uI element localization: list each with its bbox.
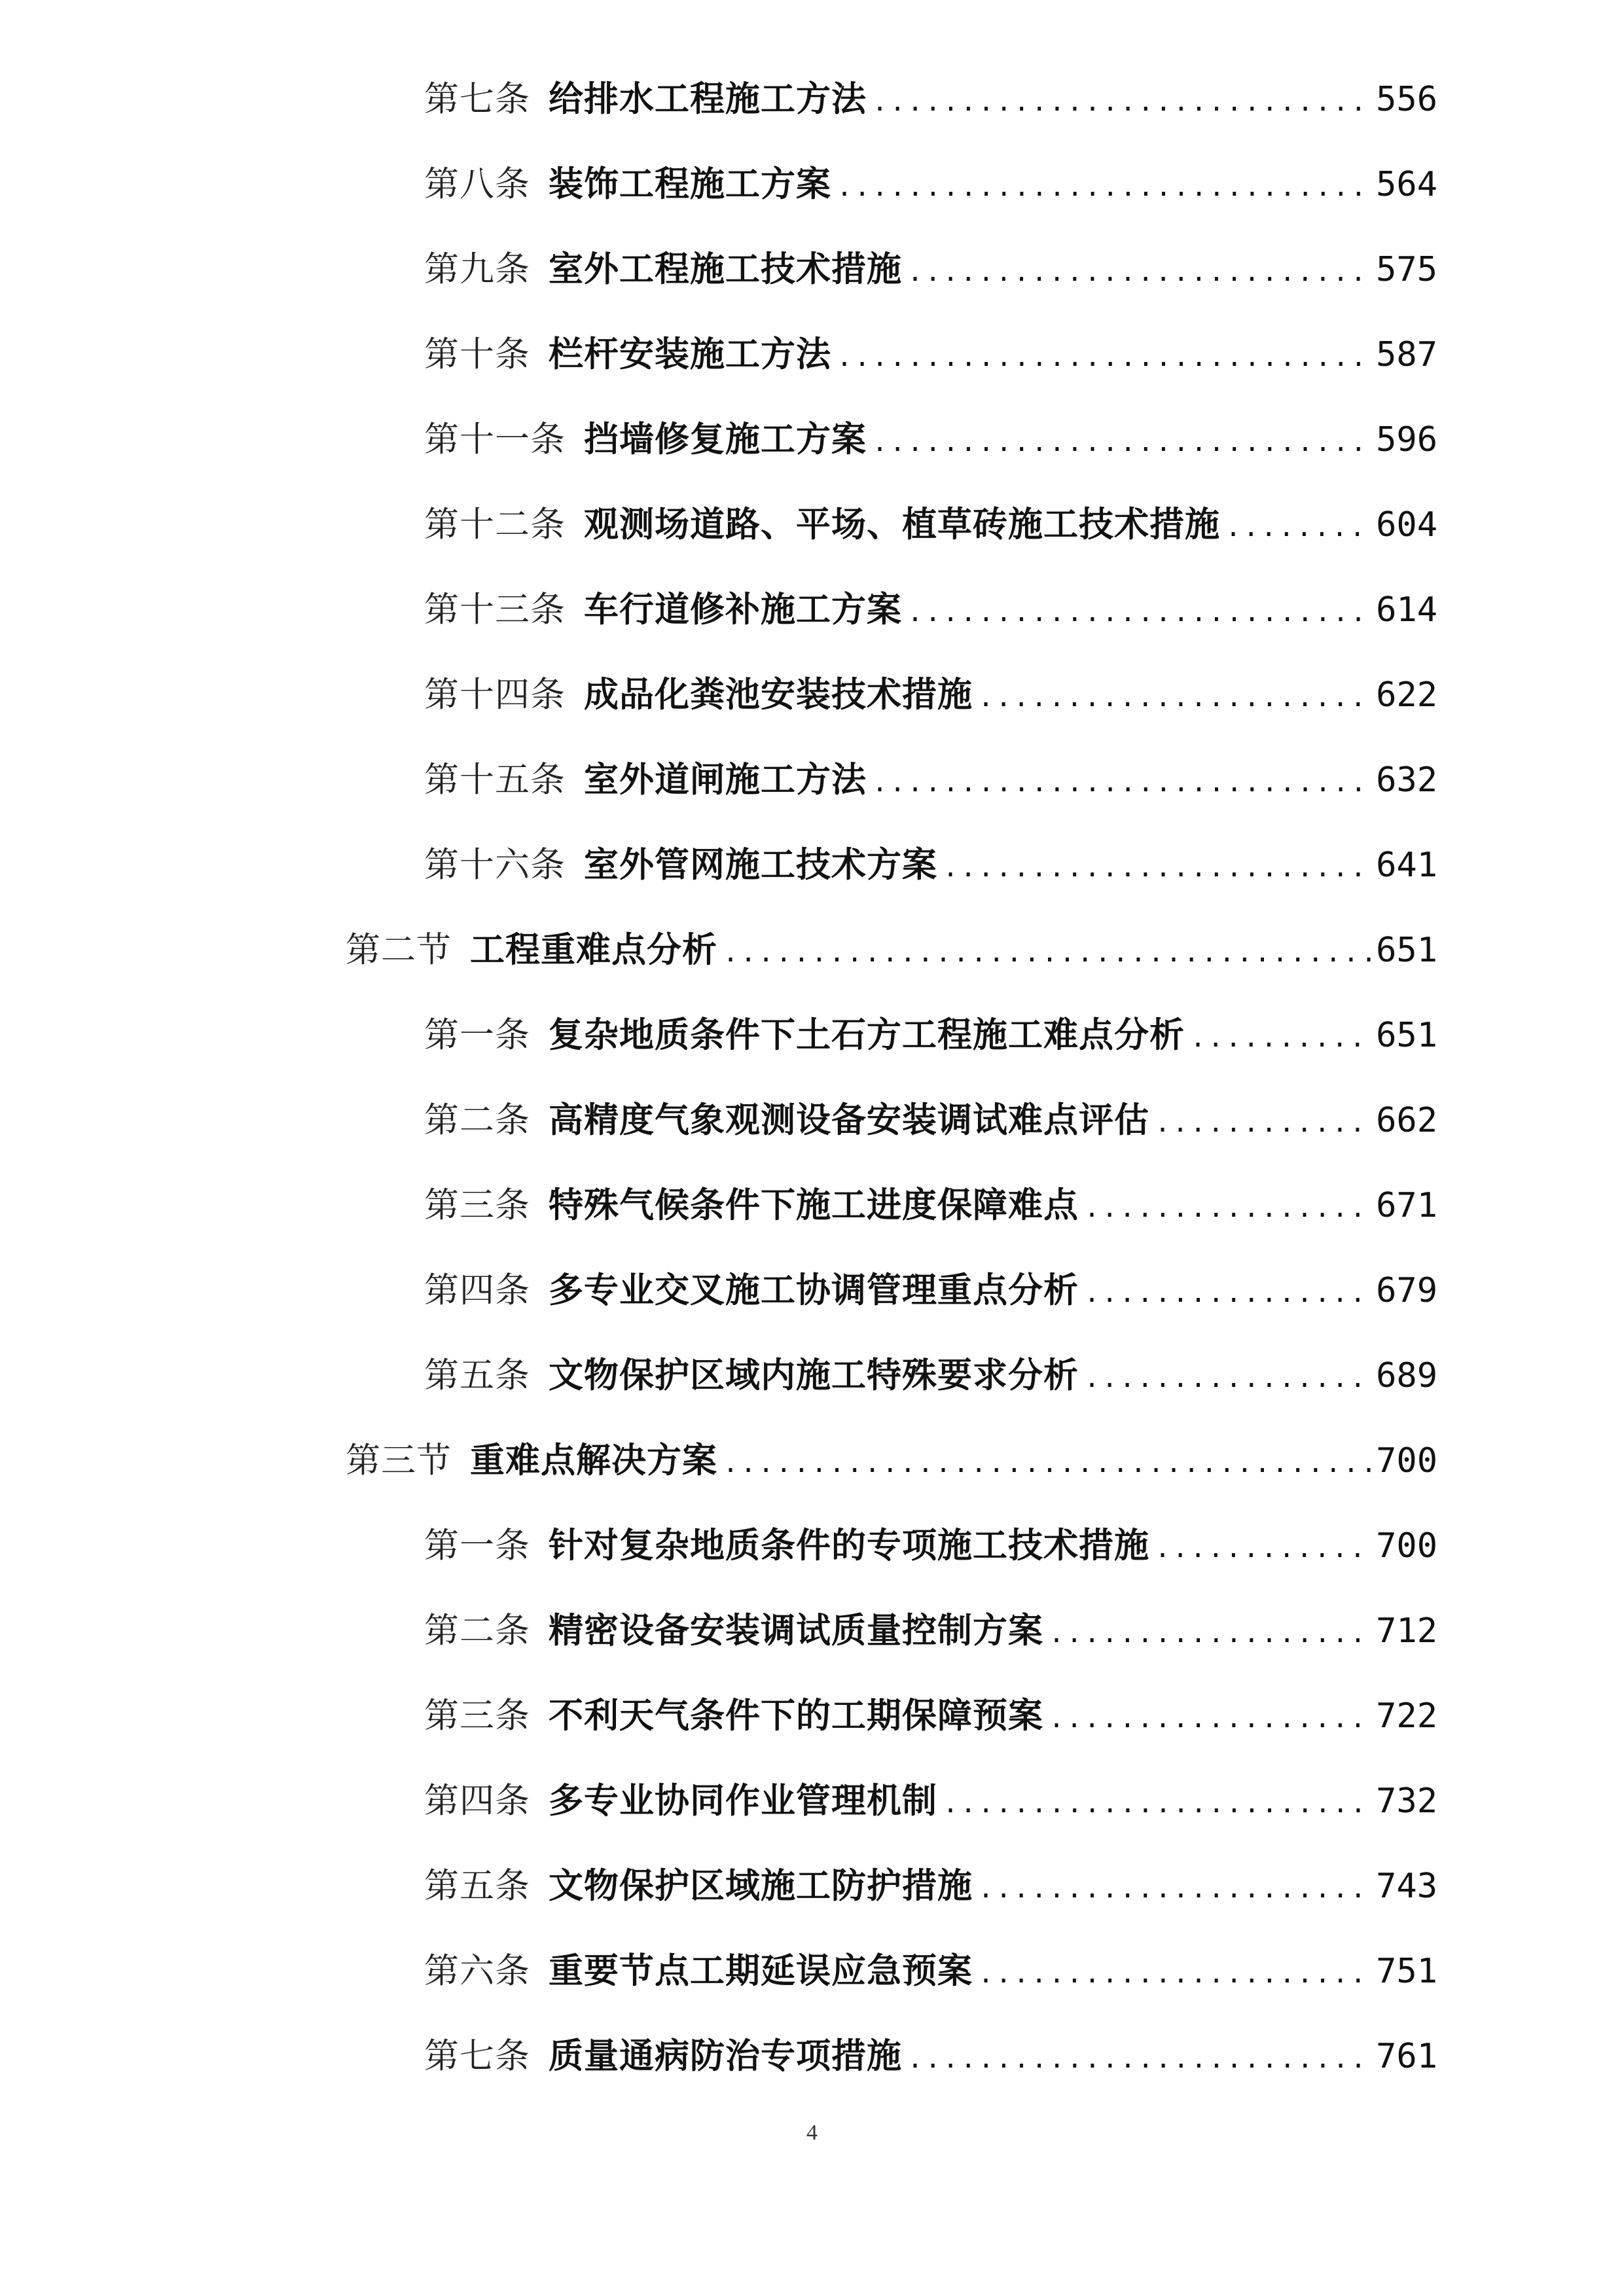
dot-leader — [723, 927, 1372, 979]
toc-entry[interactable] — [424, 1520, 1437, 1572]
toc-entry[interactable] — [424, 754, 1437, 806]
toc-entry-number: 第一条 — [424, 1015, 530, 1055]
toc-entry-page: 689 — [1376, 1356, 1437, 1395]
toc-entry-title: 文物保护区域施工防护措施 — [549, 1866, 973, 1906]
dot-leader — [1155, 1097, 1372, 1149]
toc-entry-page: 564 — [1376, 165, 1437, 204]
toc-entry-label — [424, 329, 831, 381]
toc-entry-number: 第十五条 — [424, 760, 566, 800]
toc-entry-title: 成品化粪池安装技术措施 — [584, 675, 973, 715]
toc-entry-number: 第十三条 — [424, 590, 566, 630]
dot-leader — [907, 246, 1372, 298]
toc-entry[interactable] — [424, 1775, 1437, 1827]
toc-entry-number: 第十六条 — [424, 845, 566, 885]
dot-leader — [978, 672, 1372, 724]
toc-entry-label — [424, 243, 902, 296]
toc-entry-title: 多专业协同作业管理机制 — [549, 1781, 937, 1821]
toc-entry-title: 不利天气条件下的工期保障预案 — [549, 1696, 1043, 1736]
toc-entry-label — [424, 1690, 1043, 1742]
toc-entry[interactable] — [424, 669, 1437, 721]
toc-entry-number: 第十一条 — [424, 420, 566, 459]
toc-entry[interactable] — [424, 1860, 1437, 1912]
toc-entry-title: 精密设备安装调试质量控制方案 — [549, 1611, 1043, 1651]
toc-entry[interactable] — [424, 839, 1437, 891]
toc-entry-title: 车行道修补施工方案 — [584, 590, 902, 630]
toc-entry-page: 556 — [1376, 80, 1437, 119]
toc-entry-label — [424, 1094, 1149, 1147]
toc-entry-title: 室外道闸施工方法 — [584, 760, 867, 800]
dot-leader — [837, 161, 1372, 213]
toc-entry-number: 第七条 — [424, 2036, 530, 2076]
toc-section-number: 第二节 — [346, 930, 452, 970]
toc-entry-label — [424, 1775, 937, 1827]
dot-leader — [943, 1778, 1372, 1830]
toc-entry-page: 712 — [1376, 1611, 1437, 1651]
toc-entry-label — [424, 73, 867, 126]
toc-entry-title: 多专业交叉施工协调管理重点分析 — [549, 1270, 1079, 1310]
toc-entry-number: 第三条 — [424, 1185, 530, 1225]
toc-entry-page: 622 — [1376, 675, 1437, 715]
toc-entry-label — [424, 2030, 902, 2083]
toc-section-number: 第三节 — [346, 1441, 452, 1480]
toc-entry[interactable] — [424, 1605, 1437, 1657]
toc-entry[interactable] — [424, 1265, 1437, 1317]
toc-entry[interactable] — [424, 329, 1437, 381]
toc-entry-label — [424, 584, 902, 636]
toc-entry-page: 679 — [1376, 1271, 1437, 1310]
toc-entry-page: 632 — [1376, 761, 1437, 800]
dot-leader — [872, 757, 1372, 809]
toc-entry-label — [424, 414, 867, 466]
toc-entry-number: 第五条 — [424, 1866, 530, 1906]
dot-leader — [872, 416, 1372, 469]
dot-leader — [872, 76, 1372, 128]
toc-entry-page: 641 — [1376, 846, 1437, 885]
toc-entry-title: 特殊气候条件下施工进度保障难点 — [549, 1185, 1079, 1225]
dot-leader — [1190, 1012, 1372, 1064]
toc-entry-number: 第八条 — [424, 164, 530, 204]
toc-entry-number: 第一条 — [424, 1526, 530, 1566]
toc-entry-label — [424, 1860, 973, 1912]
toc-entry-title: 高精度气象观测设备安装调试难点评估 — [549, 1100, 1149, 1140]
toc-entry-number: 第三条 — [424, 1696, 530, 1736]
toc-entry[interactable] — [424, 158, 1437, 211]
toc-entry-number: 第十二条 — [424, 505, 566, 545]
toc-entry-title: 给排水工程施工方法 — [549, 79, 867, 119]
toc-entry[interactable] — [424, 2030, 1437, 2083]
toc-entry-number: 第四条 — [424, 1270, 530, 1310]
toc-entry-page: 700 — [1376, 1441, 1437, 1480]
toc-section-title: 工程重难点分析 — [470, 930, 717, 970]
dot-leader — [1049, 1607, 1372, 1660]
toc-entry-page: 671 — [1376, 1186, 1437, 1225]
toc-entry[interactable] — [424, 414, 1437, 466]
dot-leader — [907, 2033, 1372, 2085]
toc-entry-label — [346, 924, 717, 977]
toc-entry[interactable] — [424, 1009, 1437, 1062]
toc-entry[interactable] — [424, 1350, 1437, 1402]
dot-leader — [907, 586, 1372, 639]
toc-section-title: 重难点解决方案 — [470, 1441, 717, 1480]
toc-entry-label — [424, 1520, 1149, 1572]
toc-entry-label — [424, 1265, 1079, 1317]
toc-entry-title: 文物保护区域内施工特殊要求分析 — [549, 1355, 1079, 1395]
toc-entry-label — [424, 669, 973, 721]
dot-leader — [978, 1863, 1372, 1915]
toc-entry-page: 596 — [1376, 420, 1437, 459]
dot-leader — [978, 1948, 1372, 2000]
toc-entry-page: 743 — [1376, 1867, 1437, 1906]
toc-entry[interactable] — [424, 1690, 1437, 1742]
toc-entry[interactable] — [424, 499, 1437, 551]
toc-entry-page: 575 — [1376, 250, 1437, 289]
toc-entry-number: 第九条 — [424, 249, 530, 289]
toc-entry-page: 604 — [1376, 505, 1437, 545]
toc-entry-number: 第六条 — [424, 1951, 530, 1991]
toc-entry-title: 质量通病防治专项措施 — [549, 2036, 902, 2076]
dot-leader — [1049, 1693, 1372, 1745]
toc-entry-label — [424, 754, 867, 806]
toc-entry-page: 587 — [1376, 335, 1437, 374]
toc-entry-page: 722 — [1376, 1696, 1437, 1736]
dot-leader — [723, 1437, 1372, 1490]
toc-section-entry[interactable] — [346, 1435, 1437, 1487]
toc-entry[interactable] — [424, 1945, 1437, 1998]
toc-entry-title: 重要节点工期延误应急预案 — [549, 1951, 973, 1991]
toc-entry-page: 732 — [1376, 1782, 1437, 1821]
toc-entry-number: 第五条 — [424, 1355, 530, 1395]
toc-entry[interactable] — [424, 584, 1437, 636]
toc-entry-page: 614 — [1376, 590, 1437, 630]
toc-entry-label — [424, 1605, 1043, 1657]
toc-entry-number: 第十四条 — [424, 675, 566, 715]
toc-section-entry[interactable] — [346, 924, 1437, 977]
toc-entry[interactable] — [424, 73, 1437, 126]
toc-entry-title: 挡墙修复施工方案 — [584, 420, 867, 459]
dot-leader — [1084, 1267, 1372, 1319]
toc-entry-title: 室外管网施工技术方案 — [584, 845, 937, 885]
toc-entry[interactable] — [424, 243, 1437, 296]
toc-entry-label — [424, 1009, 1185, 1062]
toc-entry-number: 第七条 — [424, 79, 530, 119]
toc-entry-page: 651 — [1376, 1016, 1437, 1055]
toc-entry-title: 栏杆安装施工方法 — [549, 334, 831, 374]
toc-entry-page: 751 — [1376, 1952, 1437, 1991]
toc-entry-title: 观测场道路、平场、植草砖施工技术措施 — [584, 505, 1220, 545]
dot-leader — [943, 842, 1372, 894]
toc-entry-page: 662 — [1376, 1101, 1437, 1140]
toc-entry[interactable] — [424, 1179, 1437, 1232]
toc-entry-title: 室外工程施工技术措施 — [549, 249, 902, 289]
toc-entry-number: 第二条 — [424, 1611, 530, 1651]
toc-entry[interactable] — [424, 1094, 1437, 1147]
page-number: 4 — [806, 2121, 818, 2145]
dot-leader — [837, 331, 1372, 384]
dot-leader — [1084, 1182, 1372, 1234]
toc-entry-label — [424, 158, 831, 211]
toc-entry-page: 651 — [1376, 931, 1437, 970]
dot-leader — [1155, 1522, 1372, 1575]
toc-entry-label — [424, 1350, 1079, 1402]
toc-entry-label — [424, 839, 937, 891]
toc-entry-label — [424, 1179, 1079, 1232]
toc-entry-title: 装饰工程施工方案 — [549, 164, 831, 204]
toc-entry-label — [424, 499, 1220, 551]
dot-leader — [1084, 1352, 1372, 1405]
toc-entry-title: 复杂地质条件下土石方工程施工难点分析 — [549, 1015, 1185, 1055]
dot-leader — [1225, 501, 1372, 554]
toc-entry-page: 761 — [1376, 2037, 1437, 2076]
toc-entry-number: 第二条 — [424, 1100, 530, 1140]
toc-entry-number: 第十条 — [424, 334, 530, 374]
toc-entry-number: 第四条 — [424, 1781, 530, 1821]
toc-entry-label — [346, 1435, 717, 1487]
toc-entry-page: 700 — [1376, 1526, 1437, 1566]
toc-entry-title: 针对复杂地质条件的专项施工技术措施 — [549, 1526, 1149, 1566]
toc-entry-label — [424, 1945, 973, 1998]
